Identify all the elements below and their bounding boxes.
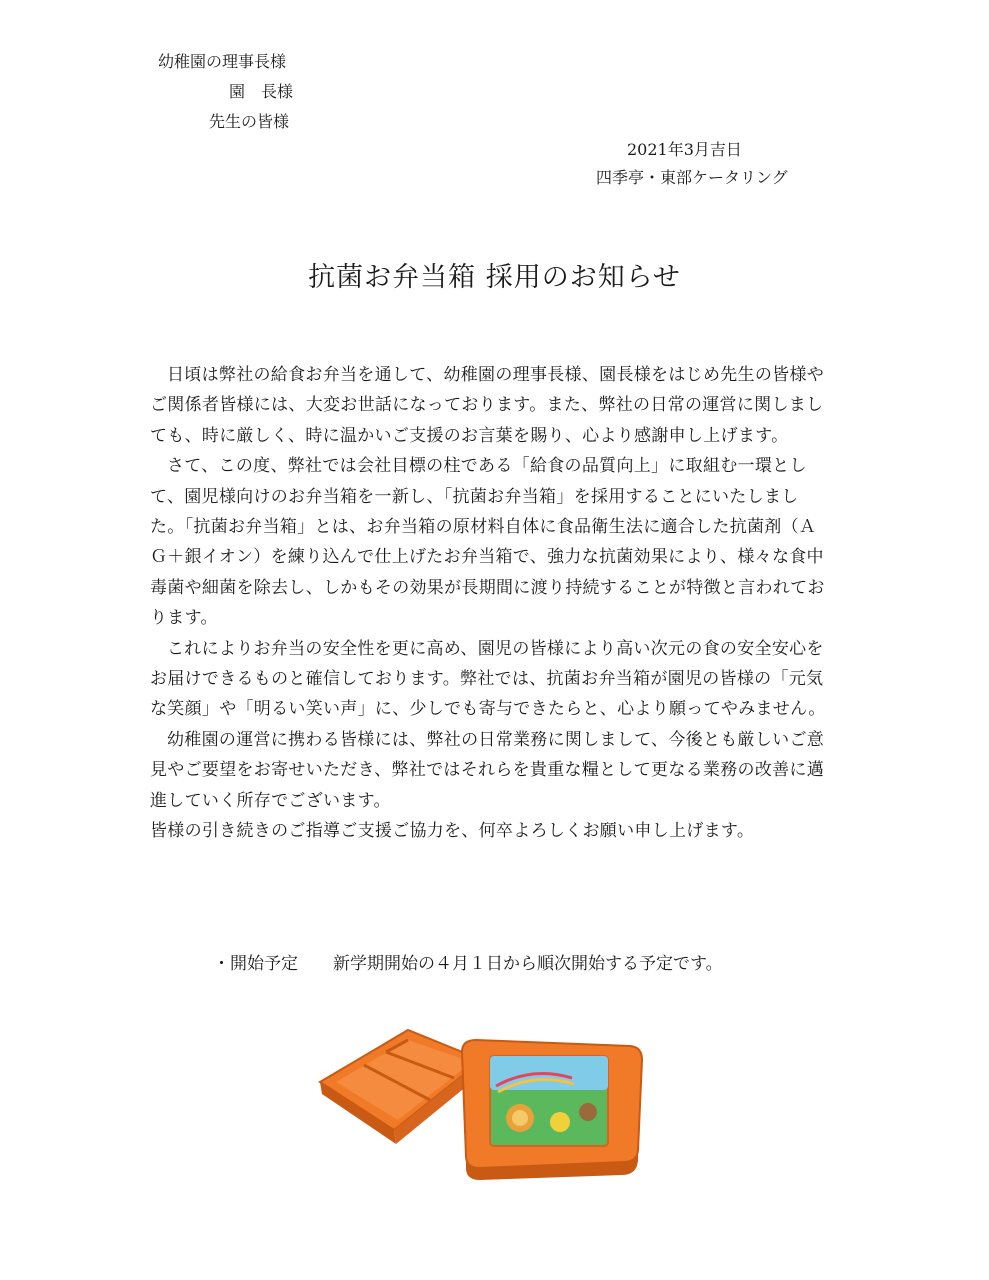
- paragraph-feedback: 幼稚園の運営に携わる皆様には、弊社の日常業務に関しまして、今後とも厳しいご意見やご要望をお寄せいただき、弊社ではそれらを貴重な糧として更なる業務の改善に邁進していく所存でございます。: [150, 729, 825, 811]
- recipient-chairman: 幼稚園の理事長様: [158, 52, 287, 71]
- sender-name: 四季亭・東部ケータリング: [596, 168, 788, 187]
- schedule-line: [213, 952, 723, 976]
- recipient-teachers: 先生の皆様: [209, 112, 290, 131]
- paragraph-greeting: 日頃は弊社の給食お弁当を通して、幼稚園の理事長様、園長様をはじめ先生の皆様やご関係者皆様には、大変お世話になっております。また、弊社の日常の運営に関しましても、時に厳しく、時に温かいご支援のお言葉を賜り、心より感謝申し上げます。: [150, 365, 825, 446]
- paragraph-safety: これによりお弁当の安全性を更に高め、園児の皆様により高い次元の食の安全安心をお届けできるものと確信しております。弊社では、抗菌お弁当箱が園児の皆様の「元気な笑顔」や「明るい笑い声」に、少しでも寄与できたらと、心より願ってやみません。: [150, 638, 826, 720]
- schedule-text: 新学期開始の４月１日から順次開始する予定です。: [333, 954, 723, 974]
- letter-date: 2021年3月吉日: [627, 140, 742, 159]
- lunchbox-photo: [312, 1020, 652, 1180]
- lunchbox-illustration: [312, 1020, 652, 1180]
- paragraph-announcement: さて、この度、弊社では会社目標の柱である「給食の品質向上」に取組む一環として、園児様向けのお弁当箱を一新し、「抗菌お弁当箱」を採用することにいたしました。「抗菌お弁当箱」とは、お弁当箱の原材料自体に食品衛生法に適合した抗菌剤（ＡＧ＋銀イオン）を練り込んで仕上げたお弁当箱で、強力な抗菌効果により、様々な食中毒菌や細菌を除去し、しかもその効果が長期間に渡り持続することが特徴と言われております。: [150, 456, 825, 629]
- page-title: 抗菌お弁当箱 採用のお知らせ: [308, 262, 681, 293]
- schedule-label: ・開始予定: [213, 954, 298, 974]
- paragraph-closing: 皆様の引き続きのご指導ご支援ご協力を、何卒よろしくお願い申し上げます。: [150, 821, 755, 842]
- recipient-director: 園 長様: [229, 82, 294, 101]
- letter-body: [150, 360, 830, 847]
